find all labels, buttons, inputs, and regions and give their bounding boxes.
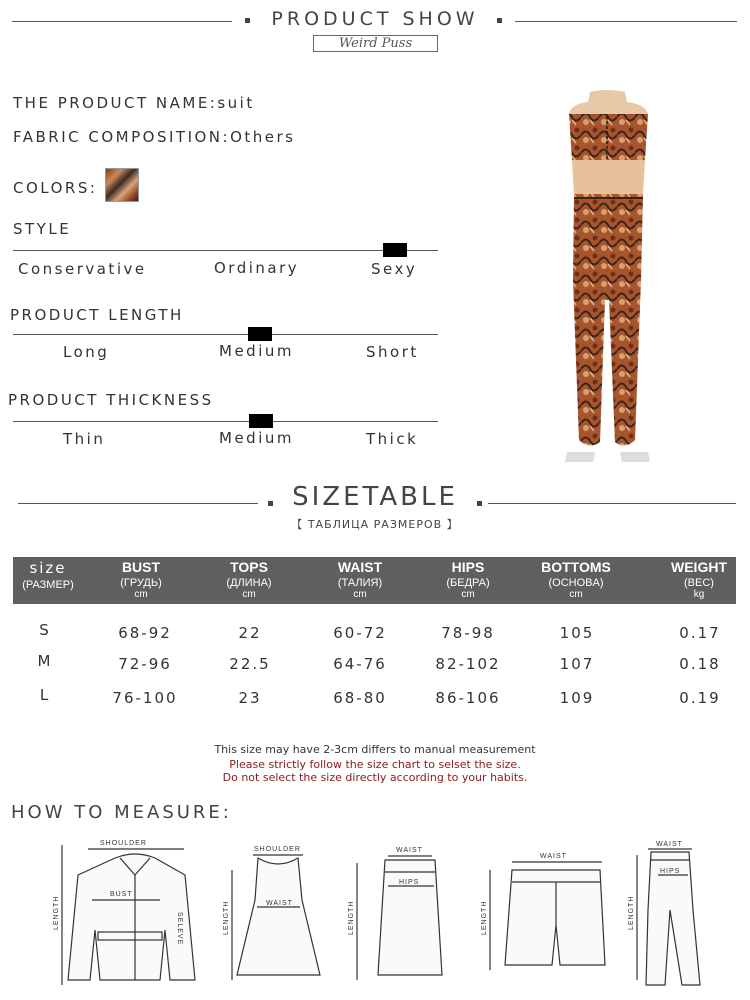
col-header-waist-ru: (ТАЛИЯ) xyxy=(337,577,383,589)
color-swatch[interactable] xyxy=(105,168,139,202)
col-header-hips-ru: (БЕДРА) xyxy=(446,577,490,589)
label-shoulder-dress: SHOULDER xyxy=(254,846,301,853)
label-length-jacket: LENGTH xyxy=(53,895,60,930)
cell-tops: 23 xyxy=(238,689,262,707)
col-header-size xyxy=(13,557,83,604)
label-waist-skirt: WAIST xyxy=(396,847,423,854)
how-to-measure-title: HOW TO MEASURE: xyxy=(11,802,232,823)
col-header-tops-main: TOPS xyxy=(230,559,268,575)
cell-bottoms: 107 xyxy=(559,655,595,673)
col-header-bottoms-ru: (OCHOBA) xyxy=(548,577,604,589)
label-shoulder-jacket: SHOULDER xyxy=(100,840,147,847)
cell-bust: 76-100 xyxy=(112,689,178,707)
col-header-waist-unit: cm xyxy=(353,589,367,600)
style-marker xyxy=(383,243,407,257)
style-option-conservative: Conservative xyxy=(18,260,147,278)
col-header-tops-unit: cm xyxy=(242,589,256,600)
cell-tops: 22.5 xyxy=(229,655,271,673)
cell-hips: 86-106 xyxy=(435,689,501,707)
label-waist-shorts: WAIST xyxy=(540,853,567,860)
cell-hips: 82-102 xyxy=(435,655,501,673)
col-header-hips-main: HIPS xyxy=(451,559,485,575)
shorts-diagram xyxy=(490,862,605,970)
dress-diagram xyxy=(232,855,320,980)
cell-bottoms: 105 xyxy=(559,624,595,642)
style-option-sexy: Sexy xyxy=(371,260,418,278)
col-header-hips xyxy=(422,557,514,604)
cell-waist: 68-80 xyxy=(333,689,387,707)
length-option-medium: Medium xyxy=(219,342,294,360)
cell-tops: 22 xyxy=(238,624,262,642)
label-hips-pants: HIPS xyxy=(660,868,681,875)
colors-label: COLORS: xyxy=(13,179,98,197)
col-header-bottoms xyxy=(526,557,626,604)
label-bust: BUST xyxy=(110,891,133,898)
length-marker xyxy=(248,327,272,341)
cell-bottoms: 109 xyxy=(559,689,595,707)
fabric-composition: FABRIC COMPOSITION:Others xyxy=(13,128,296,146)
label-length-pants: LENGTH xyxy=(628,895,635,930)
style-title: STYLE xyxy=(13,220,72,238)
length-title: PRODUCT LENGTH xyxy=(10,306,184,324)
cell-size: S xyxy=(39,621,51,639)
jacket-diagram xyxy=(62,845,195,985)
length-option-short: Short xyxy=(366,343,419,361)
sizetable-subtitle: 【 ТАБЛИЦА РАЗМЕРОВ 】 xyxy=(291,518,459,531)
thickness-title: PRODUCT THICKNESS xyxy=(8,391,214,409)
cell-hips: 78-98 xyxy=(441,624,495,642)
length-scale xyxy=(13,334,438,335)
product-image xyxy=(545,90,670,465)
cell-size: L xyxy=(39,686,51,704)
col-header-tops xyxy=(203,557,295,604)
sizetable-header xyxy=(13,557,736,604)
thickness-option-medium: Medium xyxy=(219,429,294,447)
thickness-option-thick: Thick xyxy=(366,430,419,448)
col-header-hips-unit: cm xyxy=(461,589,475,600)
col-header-bottoms-unit: cm xyxy=(569,589,583,600)
cell-bust: 68-92 xyxy=(118,624,172,642)
cell-size: M xyxy=(37,652,53,670)
col-header-bust-unit: cm xyxy=(134,589,148,600)
cell-bust: 72-96 xyxy=(118,655,172,673)
col-header-bust-ru: (ГРУДЬ) xyxy=(120,577,162,589)
style-scale xyxy=(13,250,438,251)
col-header-size-main: size xyxy=(29,559,67,577)
note-follow-chart: Please strictly follow the size chart to selset the size. xyxy=(229,758,521,771)
cell-weight: 0.19 xyxy=(679,689,721,707)
col-header-size-ru: (РАЗМЕР) xyxy=(22,579,74,591)
sizetable-dot-right xyxy=(477,501,482,506)
label-waist-dress: WAIST xyxy=(266,900,293,907)
sizetable-rule-right xyxy=(488,503,736,504)
col-header-waist-main: WAIST xyxy=(337,559,383,575)
col-header-bust xyxy=(95,557,187,604)
col-header-weight-unit: kg xyxy=(693,589,705,600)
measure-diagrams xyxy=(0,830,750,1000)
thickness-marker xyxy=(249,414,273,428)
thickness-option-thin: Thin xyxy=(63,430,106,448)
col-header-bottoms-main: BOTTOMS xyxy=(541,559,611,575)
cell-weight: 0.18 xyxy=(679,655,721,673)
label-length-shorts: LENGTH xyxy=(481,900,488,935)
col-header-weight-ru: (BEC) xyxy=(684,577,714,589)
cell-waist: 64-76 xyxy=(333,655,387,673)
length-option-long: Long xyxy=(63,343,110,361)
label-hips-skirt: HIPS xyxy=(399,879,420,886)
cell-waist: 60-72 xyxy=(333,624,387,642)
header-dot-right xyxy=(497,18,502,23)
note-habits: Do not select the size directly according to your habits. xyxy=(222,771,528,784)
col-header-bust-main: BUST xyxy=(121,559,161,575)
label-length-skirt: LENGTH xyxy=(348,900,355,935)
label-waist-pants: WAIST xyxy=(656,841,683,848)
header-rule-right xyxy=(515,21,737,22)
note-measurement: This size may have 2-3cm differs to manual measurement xyxy=(214,743,536,756)
product-name: THE PRODUCT NAME:suit xyxy=(13,94,255,112)
label-length-dress: LENGTH xyxy=(223,900,230,935)
skirt-diagram xyxy=(357,856,442,980)
col-header-waist xyxy=(314,557,406,604)
brand-name: Weird Puss xyxy=(313,35,438,52)
col-header-weight xyxy=(653,557,745,604)
cell-weight: 0.17 xyxy=(679,624,721,642)
col-header-weight-main: WEIGHT xyxy=(671,559,727,575)
style-option-ordinary: Ordinary xyxy=(214,259,300,277)
col-header-tops-ru: (ДЛИНА) xyxy=(226,577,272,589)
page-title: PRODUCT SHOW xyxy=(271,8,479,30)
thickness-scale xyxy=(13,421,438,422)
label-sleeve: SELEVE xyxy=(176,912,183,946)
sizetable-title: SIZETABLE xyxy=(292,482,458,512)
